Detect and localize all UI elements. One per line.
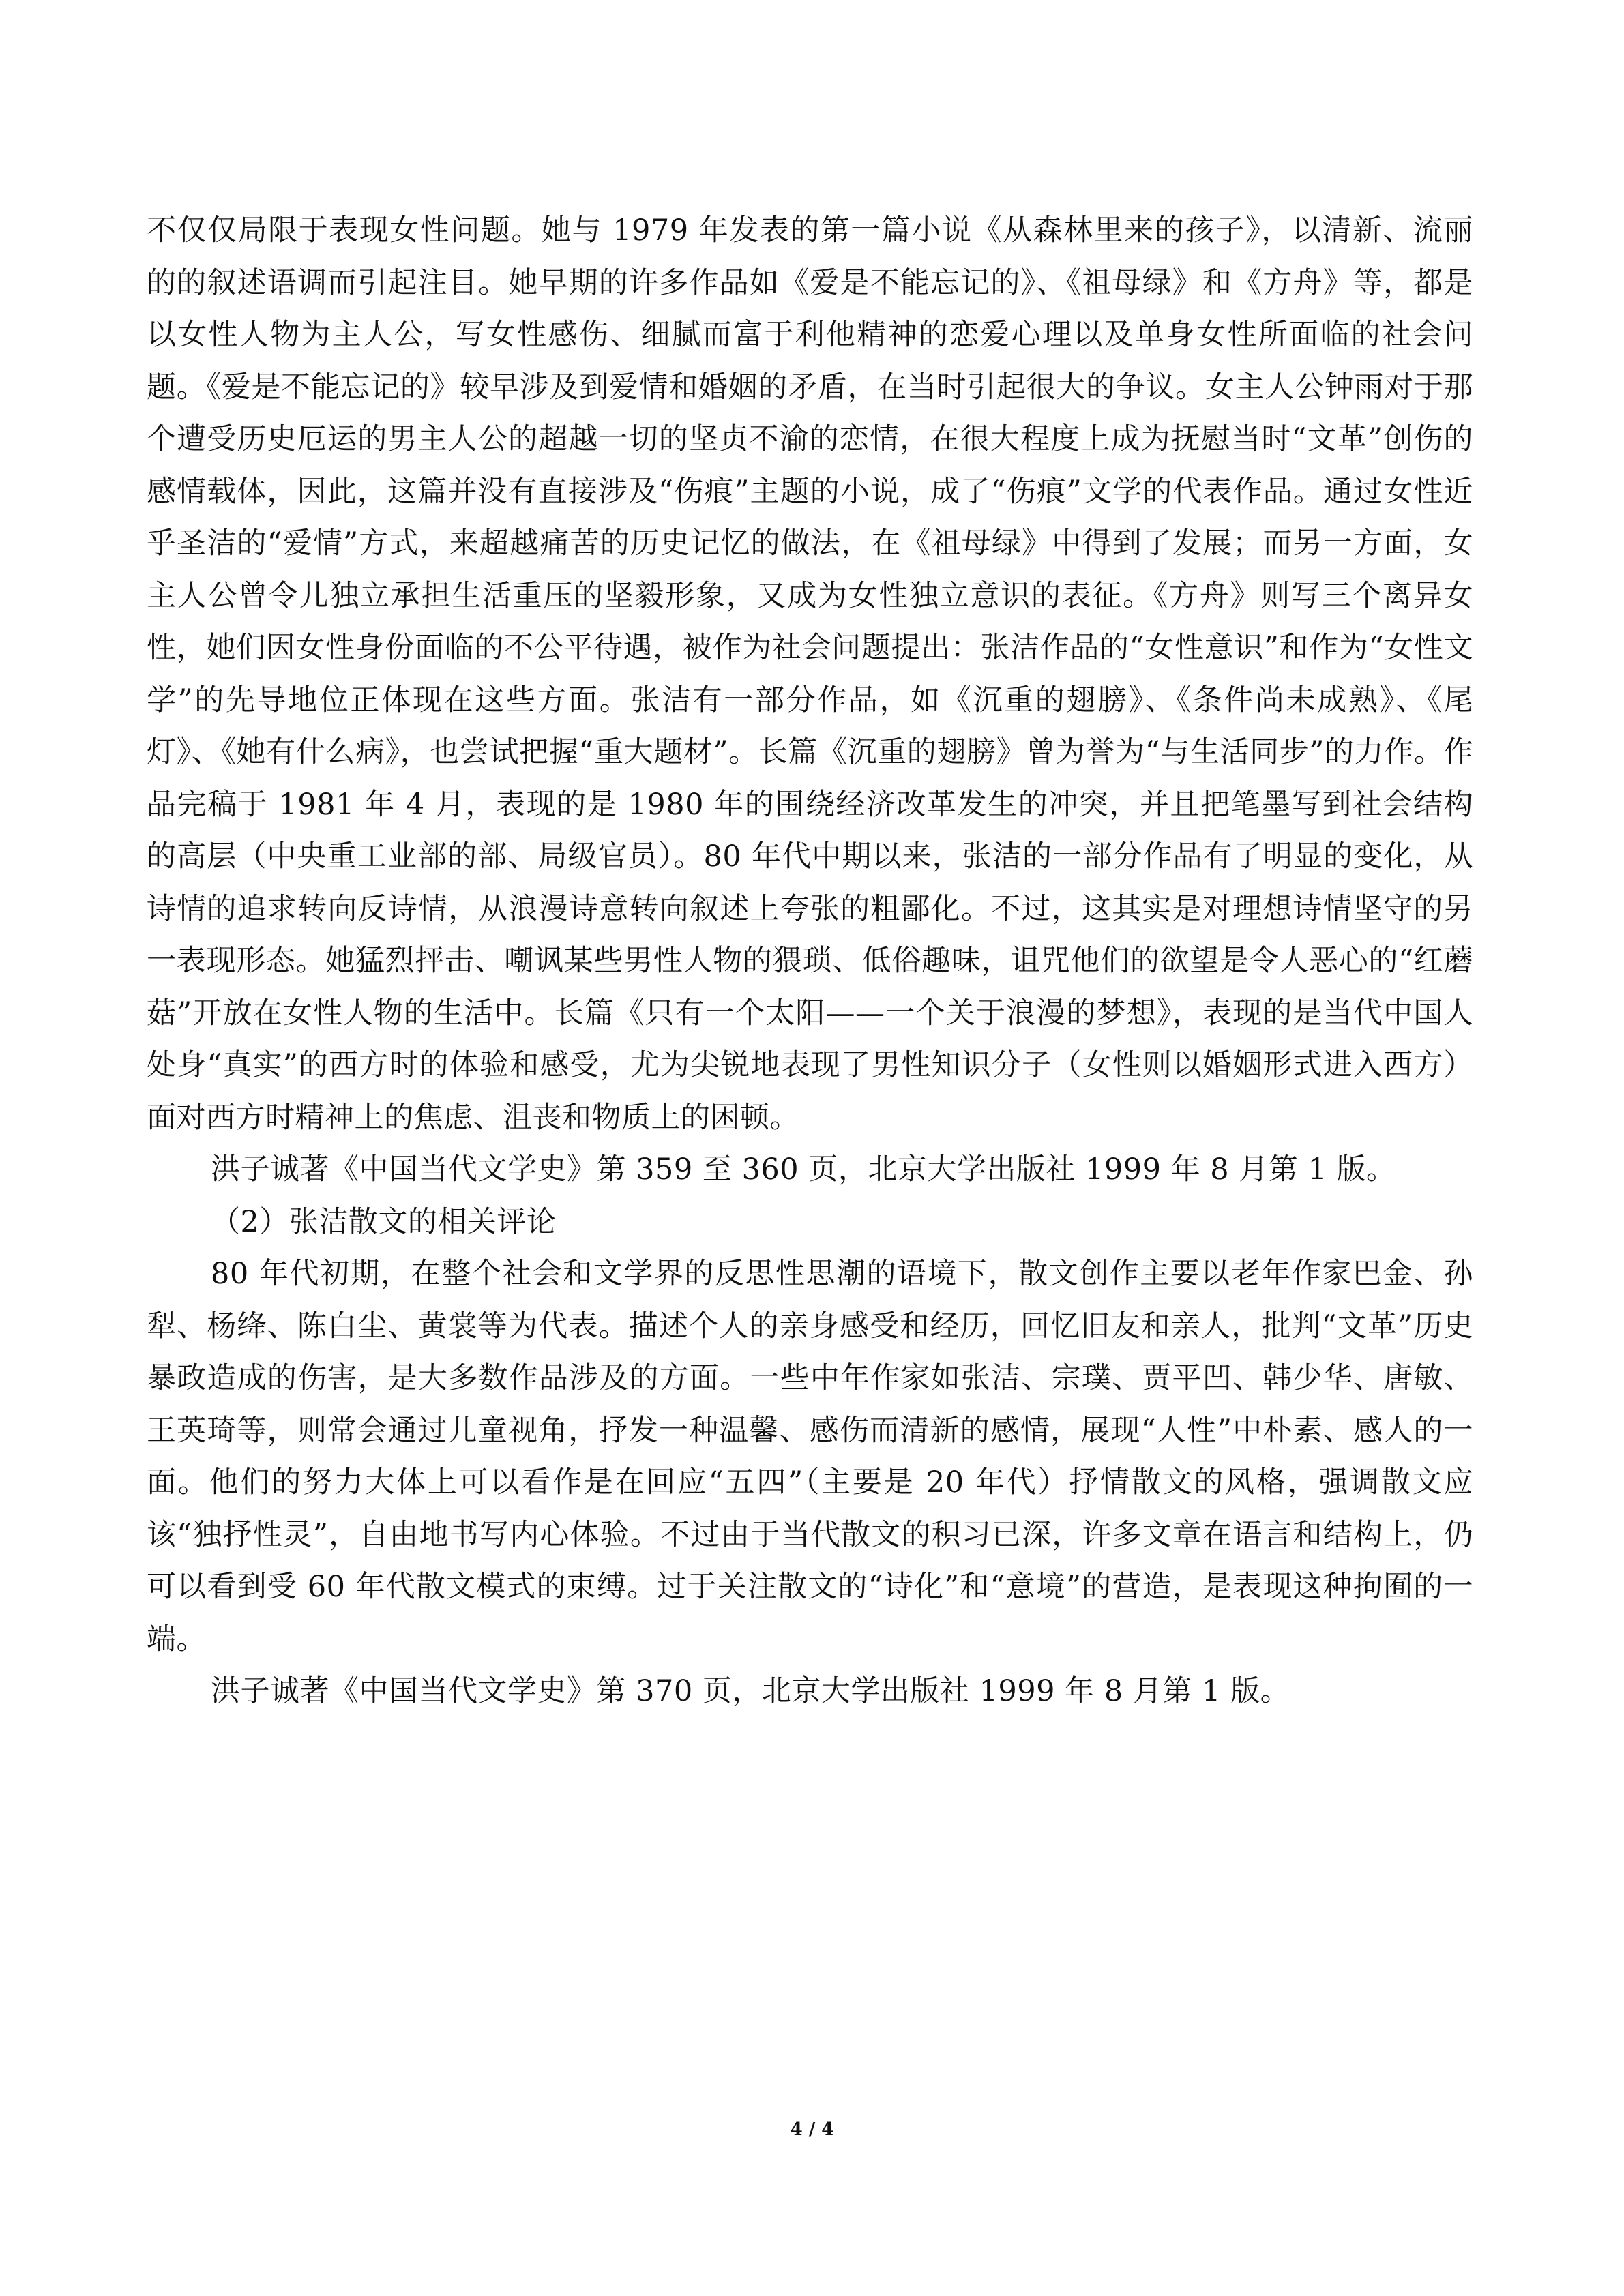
document-body — [147, 205, 1473, 1718]
paragraph-zhangjie-novels: 不仅仅局限于表现女性问题。她与 1979 年发表的第一篇小说《从森林里来的孩子》，以清新、流丽的的叙述语调而引起注目。她早期的许多作品如《爱是不能忘记的》、《祖母绿》和《方舟》等，都是以女性人物为主人公，写女性感伤、细腻而富于利他精神的恋爱心理以及单身女性所面临的社会问题。《爱是不能忘记的》较早涉及到爱情和婚姻的矛盾，在当时引起很大的争议。女主人公钟雨对于那个遭受历史厄运的男主人公的超越一切的坚贞不渝的恋情，在很大程度上成为抚慰当时“文革”创伤的感情载体，因此，这篇并没有直接涉及“伤痕”主题的小说，成了“伤痕”文学的代表作品。通过女性近乎圣洁的“爱情”方式，来超越痛苦的历史记忆的做法，在《祖母绿》中得到了发展；而另一方面，女主人公曾令儿独立承担生活重压的坚毅形象，又成为女性独立意识的表征。《方舟》则写三个离异女性，她们因女性身份面临的不公平待遇，被作为社会问题提出：张洁作品的“女性意识”和作为“女性文学”的先导地位正体现在这些方面。张洁有一部分作品，如《沉重的翅膀》、《条件尚未成熟》、《尾灯》、《她有什么病》，也尝试把握“重大题材”。长篇《沉重的翅膀》曾为誉为“与生活同步”的力作。作品完稿于 1981 年 4 月，表现的是 1980 年的围绕经济改革发生的冲突，并且把笔墨写到社会结构的高层（中央重工业部的部、局级官员）。80 年代中期以来，张洁的一部分作品有了明显的变化，从诗情的追求转向反诗情，从浪漫诗意转向叙述上夸张的粗鄙化。不过，这其实是对理想诗情坚守的另一表现形态。她猛烈抨击、嘲讽某些男性人物的猥琐、低俗趣味，诅咒他们的欲望是令人恶心的“红蘑菇”开放在女性人物的生活中。长篇《只有一个太阳——一个关于浪漫的梦想》，表现的是当代中国人处身“真实”的西方时的体验和感受，尤为尖锐地表现了男性知识分子（女性则以婚姻形式进入西方）面对西方时精神上的焦虑、沮丧和物质上的困顿。 — [147, 213, 1473, 1135]
citation-novels: 洪子诚著《中国当代文学史》第 359 至 360 页，北京大学出版社 1999 年 8 月第 1 版。 — [211, 1152, 1396, 1187]
paragraph-prose-comments: 80 年代初期，在整个社会和文学界的反思性思潮的语境下，散文创作主要以老年作家巴金、孙犁、杨绛、陈白尘、黄裳等为代表。描述个人的亲身感受和经历，回忆旧友和亲人，批判“文革”历史暴政造成的伤害，是大多数作品涉及的方面。一些中年作家如张洁、宗璞、贾平凹、韩少华、唐敏、王英琦等，则常会通过儿童视角，抒发一种温馨、感伤而清新的感情，展现“人性”中朴素、感人的一面。他们的努力大体上可以看作是在回应“五四”（主要是 20 年代）抒情散文的风格，强调散文应该“独抒性灵”，自由地书写内心体验。不过由于当代散文的积习已深，许多文章在语言和结构上，仍可以看到受 60 年代散文模式的束缚。过于关注散文的“诗化”和“意境”的营造，是表现这种拘囿的一端。 — [147, 1257, 1473, 1656]
citation-prose: 洪子诚著《中国当代文学史》第 370 页，北京大学出版社 1999 年 8 月第 1 版。 — [211, 1674, 1290, 1708]
page-number: 4 / 4 — [790, 2119, 834, 2140]
section-heading-prose-comments: （2）张洁散文的相关评论 — [211, 1204, 557, 1239]
